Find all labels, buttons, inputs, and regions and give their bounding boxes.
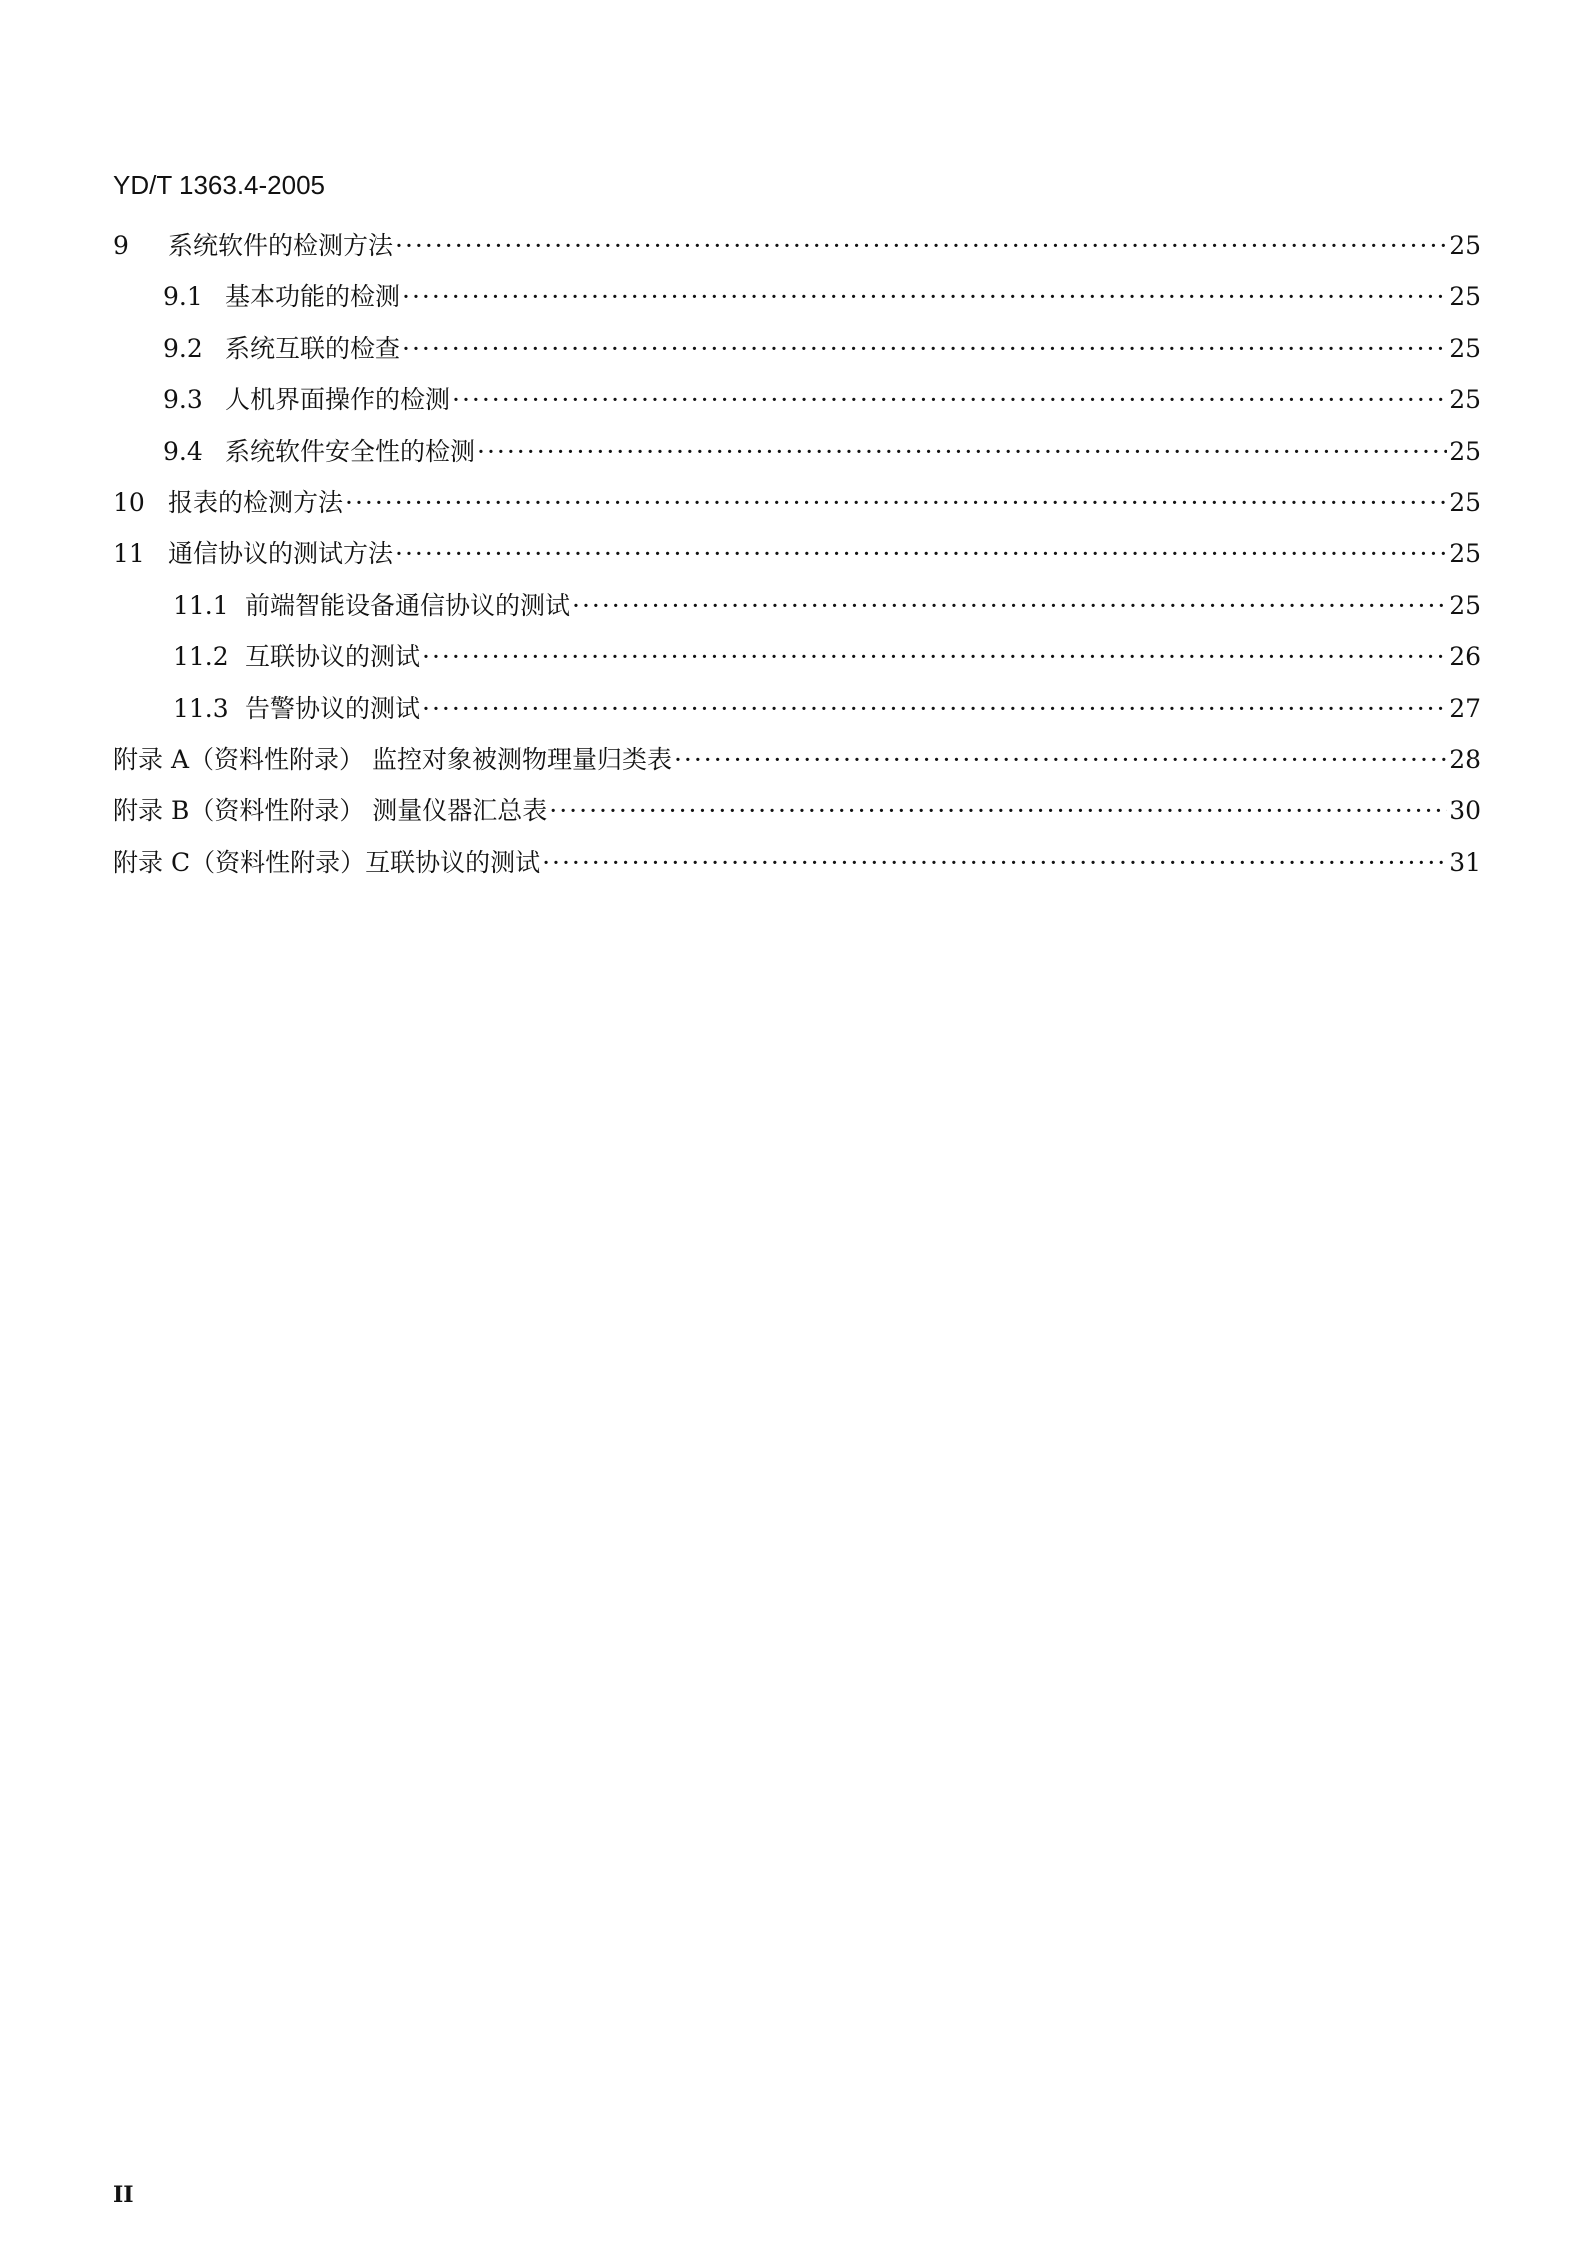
toc-entry-title: 告警协议的测试 xyxy=(245,693,421,723)
toc-entry-title: 附录 C（资料性附录）互联协议的测试 xyxy=(113,847,541,877)
toc-entry-page: 25 xyxy=(1449,282,1481,312)
toc-leader-dots xyxy=(402,331,1447,367)
toc-entry-title: 系统软件的检测方法 xyxy=(168,231,394,260)
toc-entry[interactable] xyxy=(113,639,1481,690)
page-number: II xyxy=(113,2182,134,2208)
toc-entry-title: 报表的检测方法 xyxy=(168,487,344,517)
toc-entry-title: 附录 B（资料性附录） 测量仪器汇总表 xyxy=(113,796,548,826)
toc-entry-number: 9 xyxy=(113,231,129,260)
toc-leader-dots xyxy=(345,485,1447,521)
toc-entry[interactable] xyxy=(113,279,1481,330)
toc-entry-number: 11.2 xyxy=(173,642,229,672)
toc-entry-page: 25 xyxy=(1449,385,1481,415)
toc-entry-page: 25 xyxy=(1449,436,1481,466)
toc-entry-title: 系统软件安全性的检测 xyxy=(225,436,476,466)
toc-entry-title: 基本功能的检测 xyxy=(225,282,401,312)
toc-entry-number: 9.4 xyxy=(163,436,203,466)
toc-entry-page: 25 xyxy=(1449,539,1481,569)
toc-entry-number: 9.2 xyxy=(163,333,203,363)
toc-entry[interactable] xyxy=(113,434,1481,485)
toc-entry[interactable] xyxy=(113,742,1481,793)
toc-leader-dots xyxy=(422,691,1447,727)
toc-leader-dots xyxy=(542,845,1447,881)
toc-leader-dots xyxy=(402,279,1447,315)
toc-entry[interactable] xyxy=(113,485,1481,536)
toc-entry[interactable] xyxy=(113,382,1481,433)
document-number-header: YD/T 1363.4-2005 xyxy=(113,170,325,200)
toc-entry-title: 通信协议的测试方法 xyxy=(168,539,394,569)
toc-entry-title: 人机界面操作的检测 xyxy=(225,385,451,415)
toc-entry-title: 互联协议的测试 xyxy=(245,642,421,672)
toc-entry-page: 25 xyxy=(1449,231,1481,260)
toc-entry[interactable] xyxy=(113,691,1481,742)
toc-entry-number: 10 xyxy=(113,487,145,517)
toc-entry-number: 11.3 xyxy=(173,693,229,723)
toc-entry-page: 31 xyxy=(1449,847,1481,877)
toc-entry-title: 附录 A（资料性附录） 监控对象被测物理量归类表 xyxy=(113,744,672,774)
table-of-contents xyxy=(113,228,1481,896)
toc-entry-title: 前端智能设备通信协议的测试 xyxy=(245,590,571,620)
toc-leader-dots xyxy=(572,588,1447,624)
toc-entry-page: 26 xyxy=(1449,642,1481,672)
toc-entry[interactable] xyxy=(113,228,1481,279)
toc-entry-page: 28 xyxy=(1449,744,1481,774)
toc-leader-dots xyxy=(477,434,1447,470)
toc-leader-dots xyxy=(395,536,1447,572)
toc-entry[interactable] xyxy=(113,536,1481,587)
toc-entry-page: 25 xyxy=(1449,333,1481,363)
toc-entry-number: 9.1 xyxy=(163,282,203,312)
toc-leader-dots xyxy=(395,228,1447,264)
toc-entry[interactable] xyxy=(113,588,1481,639)
toc-entry[interactable] xyxy=(113,331,1481,382)
toc-entry[interactable] xyxy=(113,845,1481,896)
toc-entry-number: 9.3 xyxy=(163,385,203,415)
toc-entry-title: 系统互联的检查 xyxy=(225,333,401,363)
toc-entry-page: 27 xyxy=(1449,693,1481,723)
toc-leader-dots xyxy=(549,793,1447,829)
toc-leader-dots xyxy=(674,742,1447,778)
toc-leader-dots xyxy=(452,382,1447,418)
toc-entry-page: 25 xyxy=(1449,590,1481,620)
toc-entry-page: 30 xyxy=(1449,796,1481,826)
toc-entry-number: 11.1 xyxy=(173,590,229,620)
toc-leader-dots xyxy=(422,639,1447,675)
toc-entry-number: 11 xyxy=(113,539,145,569)
toc-entry[interactable] xyxy=(113,793,1481,844)
toc-entry-page: 25 xyxy=(1449,487,1481,517)
